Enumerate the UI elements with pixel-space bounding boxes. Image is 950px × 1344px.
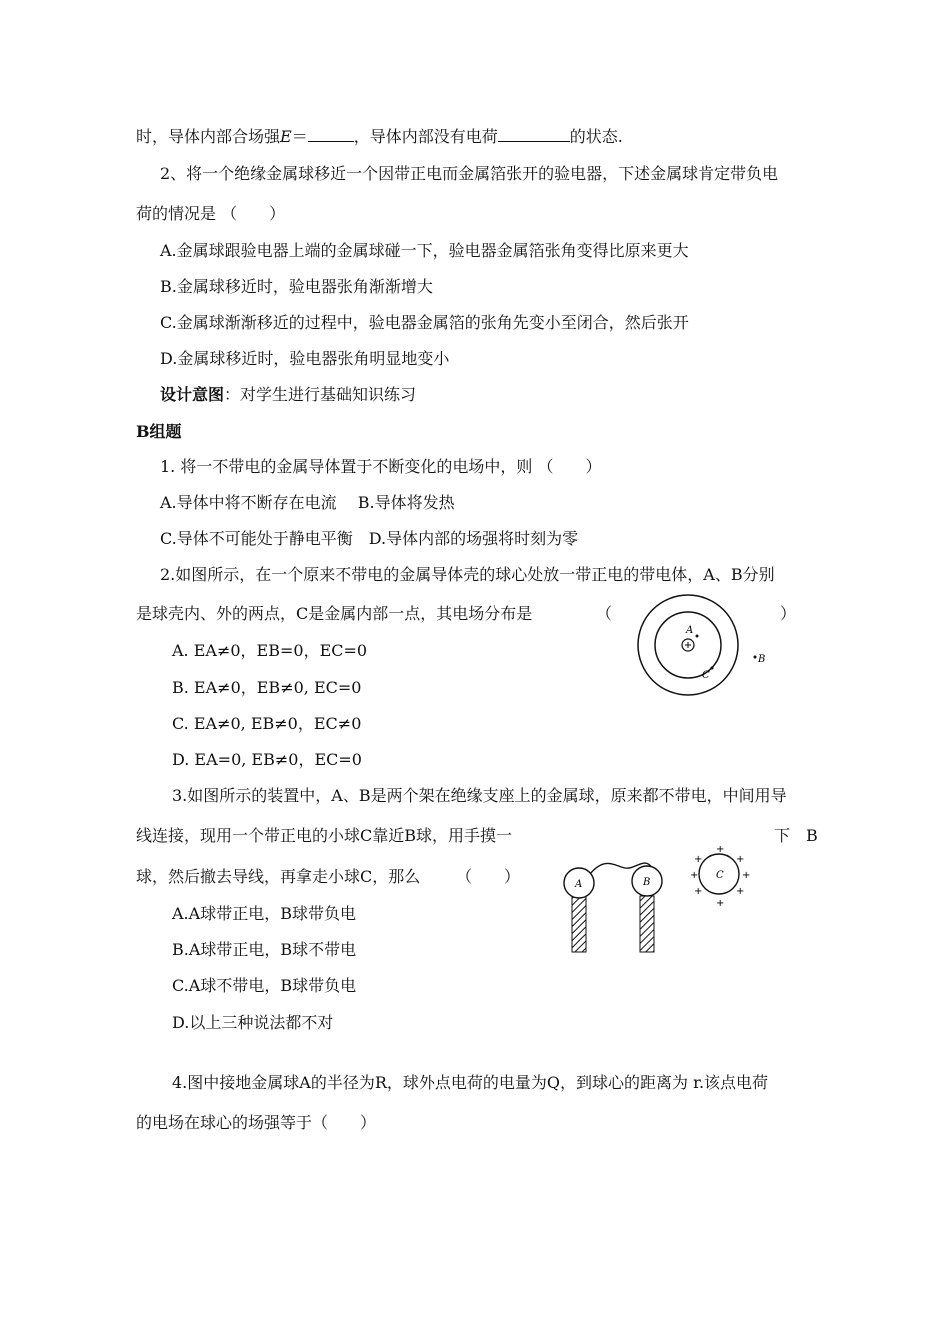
design-intent bbox=[160, 384, 416, 406]
design-intent-sep: ： bbox=[224, 385, 241, 404]
q1-text-d: 的状态. bbox=[569, 127, 623, 146]
svg-text:+: + bbox=[736, 854, 745, 865]
sphere-b-label: B bbox=[643, 877, 651, 888]
b2-option-c: C. EA≠0, EB≠0，EC≠0 bbox=[172, 714, 362, 733]
b3-stem-2-tail: 下 B bbox=[774, 826, 818, 845]
b1-options-row-1: A.导体中将不断存在电流 B.导体将发热 bbox=[160, 493, 455, 512]
shell-figure bbox=[636, 592, 776, 702]
b2-option-d: D. EA=0, EB≠0，EC=0 bbox=[172, 750, 362, 769]
b3-stem-3-paren: （ ） bbox=[456, 867, 521, 886]
sphere-a-label: A bbox=[575, 879, 583, 890]
q1-text-c: ，导体内部没有电荷 bbox=[353, 127, 498, 146]
b4-stem-2: 的电场在球心的场强等于（ ） bbox=[136, 1113, 377, 1132]
answer-blank-1[interactable] bbox=[308, 127, 354, 142]
point-b-label: B bbox=[758, 654, 766, 665]
b3-option-d: D.以上三种说法都不对 bbox=[172, 1013, 334, 1032]
b1-options-row-2: C.导体不可能处于静电平衡 D.导体内部的场强将时刻为零 bbox=[160, 529, 579, 548]
q2-option-d: D.金属球移近时，验电器张角明显地变小 bbox=[160, 349, 450, 368]
svg-text:+: + bbox=[736, 886, 745, 897]
group-b-title: B组题 bbox=[136, 422, 182, 441]
b2-option-b: B. EA≠0，EB≠0, EC=0 bbox=[172, 678, 362, 697]
svg-text:+: + bbox=[690, 870, 699, 881]
b2-paren-close: ） bbox=[780, 604, 797, 623]
b2-stem-2: 是球壳内、外的两点，C是金属内部一点，其电场分布是 bbox=[136, 604, 533, 623]
q2-stem-2: 荷的情况是 （ ） bbox=[136, 204, 286, 223]
b3-stem-3: 球，然后撤去导线，再拿走小球C，那么 bbox=[136, 867, 421, 886]
b3-option-a: A.A球带正电，B球带负电 bbox=[172, 904, 356, 923]
q1-text-a: 时，导体内部合场强 bbox=[136, 127, 281, 146]
q1-text-b: ＝ bbox=[291, 127, 308, 146]
stand-a bbox=[572, 896, 586, 952]
q2-stem-1: 2、将一个绝缘金属球移近一个因带正电而金属箔张开的验电器，下述金属球肯定带负电 bbox=[160, 164, 779, 183]
q1-tail-line bbox=[136, 126, 623, 148]
design-intent-label: 设计意图 bbox=[160, 385, 225, 404]
ball-c-label: C bbox=[716, 870, 724, 881]
svg-text:+: + bbox=[716, 898, 725, 909]
b2-paren-open: （ bbox=[596, 604, 613, 623]
b3-option-c: C.A球不带电，B球带负电 bbox=[172, 976, 357, 995]
svg-text:+: + bbox=[716, 846, 725, 855]
point-a-label: A bbox=[686, 625, 694, 636]
point-a-dot bbox=[696, 635, 699, 638]
q1-var-e: E bbox=[280, 127, 292, 146]
q2-option-a: A.金属球跟验电器上端的金属球碰一下，验电器金属箔张角变得比原来更大 bbox=[160, 241, 689, 260]
b2-option-a: A. EA≠0，EB=0，EC=0 bbox=[172, 641, 368, 660]
svg-text:+: + bbox=[694, 886, 703, 897]
q2-option-b: B.金属球移近时，验电器张角渐渐增大 bbox=[160, 277, 433, 296]
stand-b bbox=[640, 896, 654, 952]
b3-stem-1: 3.如图所示的装置中，A、B是两个架在绝缘支座上的金属球，原来都不带电，中间用导 bbox=[172, 786, 787, 805]
b3-stem-2: 线连接，现用一个带正电的小球C靠近B球，用手摸一 bbox=[136, 826, 513, 845]
b4-stem-1: 4.图中接地金属球A的半径为R，球外点电荷的电量为Q，到球心的距离为 r.该点电荷 bbox=[172, 1073, 769, 1092]
spheres-figure bbox=[560, 846, 760, 956]
point-b-dot bbox=[754, 656, 757, 659]
q2-option-c: C.金属球渐渐移近的过程中，验电器金属箔的张角先变小至闭合，然后张开 bbox=[160, 313, 689, 332]
svg-text:+: + bbox=[742, 870, 751, 881]
point-c-dot bbox=[711, 667, 714, 670]
b2-stem-1: 2.如图所示，在一个原来不带电的金属导体壳的球心处放一带正电的带电体，A、B分别 bbox=[160, 565, 775, 584]
design-intent-text: 对学生进行基础知识练习 bbox=[240, 385, 417, 404]
svg-text:+: + bbox=[694, 854, 703, 865]
b1-stem: 1. 将一不带电的金属导体置于不断变化的电场中，则 （ ） bbox=[160, 457, 602, 476]
b3-option-b: B.A球带正电，B球不带电 bbox=[172, 940, 357, 959]
answer-blank-2[interactable] bbox=[498, 127, 570, 142]
point-c-label: C bbox=[702, 670, 710, 681]
